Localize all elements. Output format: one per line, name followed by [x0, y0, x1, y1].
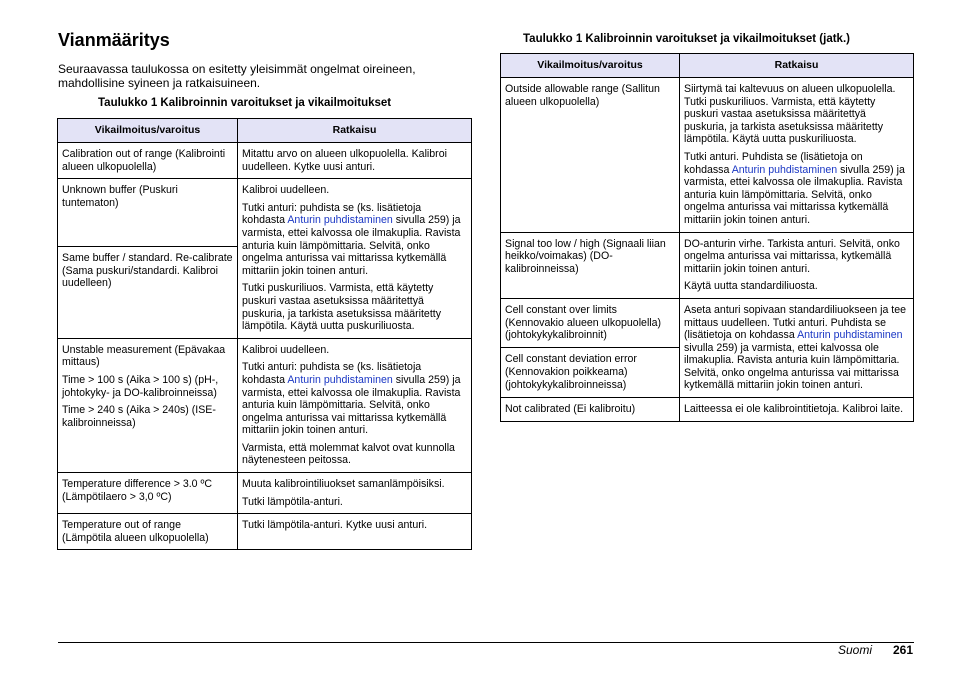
- issue-text: Time > 100 s (Aika > 100 s) (pH-, johtokyky- ja DO-kalibroinneissa): [62, 373, 219, 399]
- issue-cell: Cell constant deviation error (Kennovakion poikkeama) (johtokykykalibroinneissa): [501, 348, 680, 398]
- solution-cell: Tutki lämpötila-anturi. Kytke uusi anturi.: [238, 514, 472, 550]
- intro-paragraph: Seuraavassa taulukossa on esitetty yleisimmät ongelmat oireineen, mahdollisine syineen ja ratkaisuineen.: [58, 62, 416, 90]
- solution-text: Tutki anturi: puhdista se (ks. lisätietoja kohdasta Anturin puhdistaminen sivulla 259) ja varmista, ettei kalvossa ole ilmakuplia. Ravista anturia kuin lämpömittaria. Selvitä, onko ongelma anturissa vai mittarissa kytkemällä mittariin jokin toinen anturi.: [242, 361, 461, 437]
- solution-text: DO-anturin virhe. Tarkista anturi. Selvitä, onko ongelma anturissa vai mittarissa, kytkemällä mittariin jokin toinen anturi.: [684, 237, 900, 275]
- solution-cell: [680, 298, 914, 397]
- table-row: [501, 298, 914, 348]
- table-row: [58, 179, 472, 247]
- issue-cell: Temperature difference > 3.0 ºC (Lämpötilaero > 3,0 ºC): [58, 473, 238, 514]
- issue-cell: Signal too low / high (Signaali liian heikko/voimakas) (DO-kalibroinneissa): [501, 232, 680, 298]
- cleaning-link[interactable]: Anturin puhdistaminen: [731, 163, 838, 176]
- issue-cell: Temperature out of range (Lämpötila alueen ulkopuolella): [58, 514, 238, 550]
- page-number: 261: [893, 643, 914, 657]
- solution-text: Käytä uutta standardiliuosta.: [684, 280, 818, 293]
- issue-cell: [58, 338, 238, 472]
- issue-cell: Unknown buffer (Puskuri tuntematon): [58, 179, 238, 247]
- solution-text: Tutki lämpötila-anturi.: [242, 495, 343, 508]
- calibration-errors-table-continued: [500, 53, 914, 422]
- table-caption-left: Taulukko 1 Kalibroinnin varoitukset ja vikailmoitukset: [98, 97, 392, 109]
- solution-text: Tutki puskuriliuos. Varmista, että käytetty puskuri vastaa asetuksissa määritettyä puskuria, ja tarkista asetuksissa määritetty lämpötila. Käytä uutta puskuriliuosta.: [242, 282, 442, 333]
- solution-cell: [238, 338, 472, 472]
- table-row: [58, 143, 472, 179]
- solution-text: Aseta anturi sopivaan standardiliuokseen ja tee mittaus uudelleen. Tutki anturi. Puhdista se (lisätietoja on kohdassa Anturin puhdistaminen sivulla 259) ja varmista, ettei kalvossa ole ilmakuplia. Ravista anturia kuin lämpömittaria. Selvitä, onko ongelma anturissa vai mittarissa kytkemällä mittariin jokin toinen anturi.: [684, 303, 907, 392]
- issue-cell: Outside allowable range (Sallitun alueen ulkopuolella): [501, 78, 680, 233]
- column-header-solution: Ratkaisu: [680, 54, 914, 78]
- issue-cell: Calibration out of range (Kalibrointi alueen ulkopuolella): [58, 143, 238, 179]
- solution-text: Tutki anturi. Puhdista se (lisätietoja on kohdassa Anturin puhdistaminen sivulla 259) ja varmista, ettei kalvossa ole ilmakuplia. Ravista anturia kuin lämpömittaria. Selvitä, onko ongelma anturissa vai mittarissa kytkemällä mittariin jokin toinen anturi.: [684, 150, 905, 226]
- table-header-row: [58, 119, 472, 143]
- solution-text: Kalibroi uudelleen.: [242, 184, 330, 197]
- cleaning-link[interactable]: Anturin puhdistaminen: [287, 214, 393, 227]
- footer-language: Suomi: [838, 643, 873, 657]
- solution-cell: [680, 78, 914, 233]
- issue-text: Unstable measurement (Epävakaa mittaus): [62, 343, 226, 369]
- table-header-row: [501, 54, 914, 78]
- calibration-errors-table: [57, 118, 472, 550]
- page-title: Vianmääritys: [58, 30, 170, 50]
- issue-cell: Same buffer / standard. Re-calibrate (Sama puskuri/standardi. Kalibroi uudelleen): [58, 247, 238, 339]
- table-row: [501, 398, 914, 422]
- column-header-issue: Vikailmoitus/varoitus: [58, 119, 238, 143]
- table-row: [501, 232, 914, 298]
- cleaning-link[interactable]: Anturin puhdistaminen: [287, 373, 393, 386]
- table-row: [501, 78, 914, 233]
- solution-text: Muuta kalibrointiliuokset samanlämpöisiksi.: [242, 478, 445, 491]
- issue-cell: Cell constant over limits (Kennovakio alueen ulkopuolella) (johtokykykalibroinnit): [501, 298, 680, 348]
- solution-text: Siirtymä tai kaltevuus on alueen ulkopuolella. Tutki puskuriliuos. Varmista, että käytetty puskuri vastaa asetuksissa määritettyä puskuria, ja tarkista asetuksissa määritetty lämpötila. Käytä uutta puskuriliuosta.: [684, 83, 896, 146]
- solution-text: Tutki anturi: puhdista se (ks. lisätietoja kohdasta Anturin puhdistaminen sivulla 259) ja varmista, ettei kalvossa ole ilmakuplia. Ravista anturia kuin lämpömittaria. Selvitä, onko ongelma anturissa vai mittarissa kytkemällä mittariin jokin toinen anturi.: [242, 201, 461, 277]
- column-header-solution: Ratkaisu: [238, 119, 472, 143]
- solution-cell: [238, 179, 472, 339]
- column-header-issue: Vikailmoitus/varoitus: [501, 54, 680, 78]
- solution-text: Varmista, että molemmat kalvot ovat kunnolla näytenesteen peitossa.: [242, 441, 455, 467]
- solution-cell: [238, 473, 472, 514]
- table-caption-right: Taulukko 1 Kalibroinnin varoitukset ja vikailmoitukset (jatk.): [523, 33, 850, 45]
- solution-text: Kalibroi uudelleen.: [242, 343, 330, 356]
- footer-divider: [58, 642, 914, 643]
- issue-cell: Not calibrated (Ei kalibroitu): [501, 398, 680, 422]
- table-row: [58, 338, 472, 472]
- solution-cell: [680, 232, 914, 298]
- table-row: [58, 473, 472, 514]
- cleaning-link[interactable]: Anturin puhdistaminen: [797, 329, 903, 342]
- table-row: [58, 514, 472, 550]
- issue-text: Time > 240 s (Aika > 240s) (ISE-kalibroinneissa): [62, 404, 216, 429]
- solution-cell: Mitattu arvo on alueen ulkopuolella. Kalibroi uudelleen. Kytke uusi anturi.: [238, 143, 472, 179]
- solution-cell: Laitteessa ei ole kalibrointitietoja. Kalibroi laite.: [680, 398, 914, 422]
